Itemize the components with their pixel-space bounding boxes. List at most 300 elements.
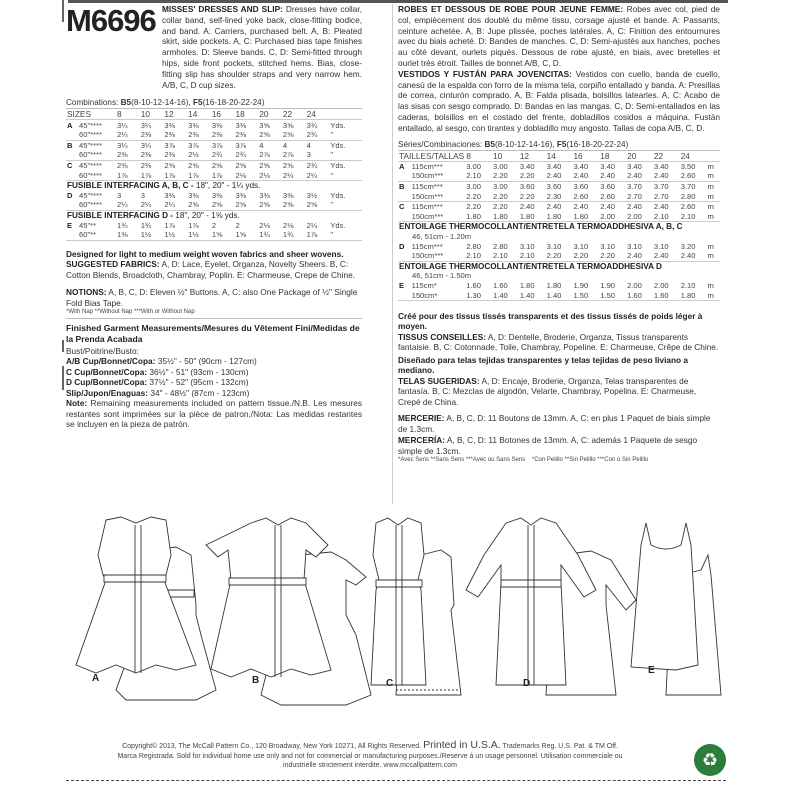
view-letter [398, 290, 411, 300]
cut-edge-mark [62, 0, 64, 22]
unit: m [707, 241, 714, 251]
yardage-value: 3.70 [627, 182, 642, 192]
view-label-b: B [252, 675, 260, 686]
yardage-value: 2.40 [626, 251, 653, 261]
yardage-value: 2⅜ [163, 130, 187, 140]
size: 8 [465, 151, 492, 162]
unit: " [329, 170, 362, 180]
unit: Yds. [330, 140, 346, 150]
view-letter: D [399, 241, 405, 251]
yardage-value: 2.80 [680, 191, 707, 201]
yardage-value: 2¾ [235, 150, 259, 160]
yardage-value: 2.20 [519, 191, 546, 201]
yardage-value: 3⅜ [259, 190, 270, 200]
table-row [66, 200, 362, 210]
yardage-value: 3.00 [466, 161, 481, 171]
f5-sizes: (16-18-20-22-24) [202, 98, 265, 108]
yardage-value: 2⅜ [187, 130, 211, 140]
yardage-value: 2¼ [140, 200, 164, 210]
yardage-value: 3.60 [546, 182, 562, 192]
table-row [398, 181, 720, 191]
notions: NOTIONS: A, B, C, D: Eleven ½" Buttons. A, C: also One Package of ½" Single Fold Bias Tape. [66, 287, 358, 308]
size: 12 [519, 151, 546, 162]
yardage-value: 1.60 [466, 280, 481, 290]
measurement-slip: Slip/Jupon/Enaguas: 34" - 48½" (87cm - 123cm) [66, 387, 250, 398]
english-column [66, 4, 362, 430]
yardage-value: 2.00 [599, 212, 626, 222]
unit: m [707, 202, 714, 212]
yardage-value: 2.20 [492, 171, 519, 181]
yardage-value: 2.10 [465, 251, 492, 261]
table-row [398, 251, 720, 261]
suggested-fabrics-label: SUGGESTED FABRICS: [66, 259, 160, 269]
view-letter [398, 212, 411, 222]
yardage-value: 1⅞ [188, 220, 199, 230]
unit: Yds. [330, 190, 346, 200]
yardage-value: 1.80 [465, 212, 492, 222]
measurement-ab: A/B Cup/Bonnet/Copa: 35½" - 50" (90cm - 127cm) [66, 356, 257, 367]
fabric-width: 150cm*** [411, 251, 466, 261]
yardage-value: 2¼ [163, 200, 187, 210]
suggested-fabrics: A, D: Lace, Eyelet, Organza, Novelty Sheers. B, C: Cotton Blends, Broadcloth, Chambray, Poplin. E: Charmeuse, Crepe de Chine. [66, 259, 356, 280]
yardage-value: 1.80 [546, 280, 562, 290]
fabric-width: 115cm*** [411, 202, 443, 212]
fabric-width: 150cm*** [411, 191, 466, 201]
yardage-value: 1¾ [258, 230, 282, 240]
fabric-width: 150cm* [411, 290, 466, 300]
yardage-value: 3⅜ [188, 120, 199, 130]
yardage-value: 4 [306, 140, 311, 150]
yardage-value: 2.40 [626, 171, 653, 181]
yardage-value: 2.30 [546, 191, 573, 201]
yardage-value: 3.60 [519, 182, 535, 192]
printed-in: Printed in U.S.A. [423, 739, 501, 751]
yardage-value: 2⅞ [258, 150, 282, 160]
yardage-value: 3.10 [573, 241, 589, 251]
b5-code: B5 [120, 98, 132, 108]
yardage-value: 2⅝ [188, 161, 199, 171]
yardage-value: 2⅝ [235, 161, 247, 171]
yardage-value: 3.70 [680, 182, 696, 192]
view-letter: A [67, 120, 73, 130]
view-letter: E [67, 220, 73, 230]
yardage-value: 1.60 [653, 290, 680, 300]
spanish-description: VESTIDOS Y FUSTÁN PARA JOVENCITAS: Vestidos con cuello, banda de cuello, canesú de la espalda con forro de la misma tela, corpiño entallado y banda. A: Presillas de correa, cinturón comprado. A, B: Falda plisada, bolsillos latearles. A, C: Acabo de las sisas con sesgo comprado. D: Bandas en las mangas. C, D: Semi-entallados en las caderas, bolsillos en el costado del frente, dobladillos cosidos a máquina. Fustán entallado, al sesgo, con tirantes y dobladillo muy angosto. Tallas de copa A/B, C, D. [398, 68, 720, 133]
yardage-value: 3¼ [140, 120, 152, 130]
english-description [162, 4, 362, 90]
unit: m [707, 171, 721, 181]
view-label-d: D [523, 678, 531, 689]
metric-combinations: Séries/Combinaciones: B5(8-10-12-14-16), F5(16-18-20-22-24) [398, 140, 720, 151]
yardage-value: 3.60 [573, 182, 589, 192]
yardage-value: 2⅝ [258, 200, 282, 210]
yardage-value: 4 [282, 140, 288, 150]
yardage-value: 2.20 [599, 251, 626, 261]
yardage-value: 2⅛ [282, 220, 294, 230]
view-letter [398, 171, 411, 181]
yardage-value: 2.10 [465, 171, 492, 181]
divider [66, 318, 362, 319]
yardage-value: 2.40 [546, 202, 562, 212]
english-title: MISSES' DRESSES AND SLIP: [162, 4, 283, 14]
fabric-width: 115cm* [411, 280, 437, 290]
yardage-value: 2 [235, 220, 240, 230]
yardage-value: 2.10 [492, 251, 519, 261]
yardage-value: 1⅝ [235, 230, 259, 240]
metric-fusible-d-value: 46, 51cm - 1.50m [412, 271, 472, 281]
yardage-value: 2¾ [306, 161, 318, 171]
top-border [68, 0, 728, 3]
table-row [66, 130, 362, 140]
yardage-value: 2⅜ [140, 161, 152, 171]
technical-drawings [66, 515, 746, 725]
yardage-value: 2.40 [572, 171, 599, 181]
yardage-value: 3⅝ [282, 120, 294, 130]
copyright: Copyright© 2013, The McCall Pattern Co., 120 Broadway, New York 10271, All Rights Reserved. [122, 743, 422, 750]
table-row [398, 281, 720, 291]
nap-footnote: *With Nap **Without Nap ***With or Without Nap [66, 309, 195, 315]
yardage-value: 2⅜ [140, 150, 164, 160]
yardage-value: 2¼ [116, 200, 140, 210]
size: 8 [116, 109, 140, 120]
unit: " [329, 150, 362, 160]
size: 24 [306, 109, 330, 120]
yardage-value: 2⅛ [258, 170, 282, 180]
recycle-icon: ♻ [694, 744, 726, 776]
yardage-value: 2¼ [306, 170, 330, 180]
yardage-value: 2¾ [306, 130, 330, 140]
yardage-value: 3⅞ [164, 140, 175, 150]
metric-sizes-header-row [398, 151, 720, 162]
yardage-value: 1⅞ [140, 170, 164, 180]
sizes-header-row [66, 109, 362, 120]
yardage-value: 2 [211, 220, 217, 230]
fabric-width: 45"**** [79, 190, 102, 200]
yardage-value: 3.40 [653, 161, 669, 171]
fabric-width: 60"**** [78, 150, 116, 160]
yardage-value: 2⅛ [235, 170, 259, 180]
yardage-value: 2.00 [627, 280, 642, 290]
yardage-value: 2.10 [519, 251, 546, 261]
fabric-width: 115cm*** [411, 182, 443, 192]
yardage-value: 2⅜ [140, 130, 164, 140]
yardage-value: 2⅝ [211, 200, 235, 210]
yardage-value: 1.50 [572, 290, 599, 300]
yardage-value: 3.60 [600, 182, 616, 192]
table-row [398, 201, 720, 211]
yardage-value: 2.20 [546, 251, 573, 261]
view-letter: A [399, 161, 405, 171]
size: 20 [258, 109, 282, 120]
spanish-notions: MERCERÍA: A, B, C, D: 11 Botones de 13mm. A, C: además 1 Paquete de sesgo simple de 1.3cm. [398, 435, 698, 456]
yardage-value: 2⅝ [306, 200, 330, 210]
yardage-value: 2½ [187, 150, 211, 160]
table-row [66, 160, 362, 170]
yardage-value: 3⅜ [235, 190, 247, 200]
table-row [398, 191, 720, 201]
unit: " [329, 130, 362, 140]
metric-fusible-d: ENTOILAGE THERMOCOLLANT/ENTRETELA TERMOADDHESIVA D [399, 261, 662, 271]
yardage-value: 2⅛ [259, 220, 270, 230]
yardage-value: 2⅜ [116, 150, 140, 160]
yardage-value: 2⅝ [282, 161, 294, 171]
yardage-value: 1.40 [546, 290, 573, 300]
size: 10 [140, 109, 164, 120]
french-fabrics: Créé pour des tissus tissés transparents et des tissus tissés de poids léger à moyen. TISSUS CONSEILLES: A, D: Dentelle, Broderie, Organza, Tissus transparents fantaisie. B, C: Cotonnade, Toile, Chambray, Popeline. E: Charmeuse, Crêpe de Chine. [398, 310, 719, 353]
size: 18 [599, 151, 626, 162]
yardage-value: 1.80 [680, 290, 707, 300]
yardage-value: 1.90 [573, 280, 589, 290]
yardage-table-imperial [66, 109, 362, 240]
combinations-label: Combinations: [66, 98, 119, 108]
yardage-value: 2.40 [599, 171, 626, 181]
yardage-value: 2.60 [680, 202, 696, 212]
view-label-c: C [386, 678, 394, 689]
yardage-value: 2⅞ [282, 150, 306, 160]
column-divider [392, 4, 393, 504]
table-row [398, 290, 720, 300]
table-row [398, 161, 720, 171]
yardage-value: 2⅝ [235, 200, 259, 210]
unit: m [707, 212, 721, 222]
view-letter [66, 200, 78, 210]
cut-edge-mark [62, 366, 64, 390]
size: 20 [626, 151, 653, 162]
yardage-value: 3 [306, 150, 330, 160]
fabric-width: 45"**** [79, 120, 102, 130]
yardage-value: 2.80 [466, 241, 481, 251]
view-letter [398, 191, 411, 201]
metric-fusible-abc: ENTOILAGE THERMOCOLLANT/ENTRETELA TERMOADDHESIVA A, B, C [399, 222, 683, 232]
french-description: ROBES ET DESSOUS DE ROBE POUR JEUNE FEMME: Robes avec col, pied de col, empiècement dos doublé du même tissu, corsage ajusté et bande. A: Passants, ceinture achetée. A, B: Jupe plissée, poches latérales. A, C: Finition des entournures avec du biais acheté. D: Bandes de manches. C, D: Semi-ajustés aux hanches, poches au côté devant, ourlets piqués. Dessous de robe ajusté, en biais, avec bretelles et ourlet très étroit. Tailles de bonnet A/B, C, D. [398, 4, 720, 68]
yardage-value: 3.10 [653, 241, 669, 251]
yardage-value: 3.40 [600, 161, 616, 171]
unit: Yds. [330, 220, 346, 230]
yardage-value: 2⅝ [282, 200, 306, 210]
fusible-interfacing-d: FUSIBLE INTERFACING D - 18", 20" - 1⅝ yds. [67, 211, 240, 221]
yardage-value: 3.10 [600, 241, 616, 251]
yardage-value: 1.60 [626, 290, 653, 300]
yardage-value: 1.80 [572, 212, 599, 222]
fabric-width: 150cm*** [411, 171, 466, 181]
english-description-text: Dresses have collar, collar band, self-lined yoke back, close-fitting bodice, and band. A: Carriers, purchased belt. A, B: Pleated skirt, side pockets. A, C: Purchased bias tape finishes armholes. D: Sleeve bands. C, D: Semi-fitted through hips, side front pockets, stitched hems. Bias, close-fitting slip has shoulder straps and very narrow hem. A/B, C, D cup sizes. [162, 4, 362, 90]
yardage-value: 3.70 [653, 182, 669, 192]
view-letter: B [67, 140, 73, 150]
view-label-a: A [92, 673, 100, 684]
size: 16 [211, 109, 235, 120]
cut-edge-mark [62, 340, 64, 352]
yardage-value: 2⅝ [211, 161, 223, 171]
yardage-value: 2.60 [680, 171, 707, 181]
yardage-value: 1.40 [492, 290, 519, 300]
yardage-value: 2⅝ [282, 130, 306, 140]
yardage-value: 2.40 [573, 202, 589, 212]
yardage-value: 2.40 [653, 251, 680, 261]
yardage-value: 3.00 [493, 182, 508, 192]
yardage-value: 2¼ [306, 220, 318, 230]
view-letter [66, 150, 78, 160]
yardage-value: 3⅝ [259, 120, 270, 130]
yardage-value: 3.50 [680, 161, 696, 171]
yardage-value: 2.00 [626, 212, 653, 222]
yardage-value: 1⅞ [164, 220, 175, 230]
fabric-width: 150cm*** [411, 212, 466, 222]
yardage-value: 1.30 [465, 290, 492, 300]
yardage-value: 1⅞ [211, 170, 235, 180]
yardage-value: 2.40 [680, 251, 707, 261]
yardage-value: 2.80 [493, 241, 508, 251]
yardage-value: 3.40 [573, 161, 589, 171]
table-row [66, 220, 362, 230]
view-e-front [631, 523, 698, 670]
yardage-value: 3 [117, 190, 122, 200]
size: 10 [492, 151, 519, 162]
yardage-value: 3.40 [546, 161, 562, 171]
view-letter: C [399, 202, 405, 212]
view-label-e: E [648, 665, 655, 676]
fabric-width: 60"**** [78, 170, 116, 180]
yardage-value: 1⅞ [187, 170, 211, 180]
yardage-value: 1½ [187, 230, 211, 240]
yardage-value: 1⅞ [306, 230, 330, 240]
yardage-value: 2.20 [465, 191, 492, 201]
unit: m [707, 251, 721, 261]
measurement-c: C Cup/Bonnet/Copa: 36½" - 51" (93cm - 130cm) [66, 366, 249, 377]
yardage-value: 3.40 [627, 161, 642, 171]
fabric-width: 60"**** [78, 200, 116, 210]
table-row [66, 150, 362, 160]
pattern-number: M6696 [66, 3, 156, 38]
yardage-value: 2¼ [282, 170, 306, 180]
metric-sizes-header: TAILLES/TALLAS [399, 150, 465, 161]
yardage-value: 3½ [306, 190, 318, 200]
measurement-note: Note: Remaining measurements included on pattern tissue./N.B. Les mesures restantes sont imprimées sur la pièce de patron./Nota: Las medidas restantes se incluyen en la pieza de patrón. [66, 398, 362, 430]
yardage-value: 1.90 [600, 280, 616, 290]
table-row [66, 191, 362, 201]
yardage-value: 1.80 [492, 212, 519, 222]
fabric-width: 60"**** [78, 130, 116, 140]
yardage-value: 1.50 [599, 290, 626, 300]
yardage-value: 3.00 [466, 182, 481, 192]
yardage-value: 3¼ [117, 140, 128, 150]
yardage-value: 1⅜ [116, 230, 140, 240]
table-row [398, 171, 720, 181]
yardage-value: 1½ [163, 230, 187, 240]
fabric-width: 115cm*** [411, 241, 443, 251]
combinations [66, 98, 362, 109]
yardage-value: 3.10 [546, 241, 562, 251]
unit: Yds. [330, 161, 346, 171]
yardage-value: 3.40 [519, 161, 535, 171]
yardage-value: 1.80 [519, 280, 535, 290]
view-letter: D [67, 190, 73, 200]
yardage-value: 3⅜ [164, 120, 175, 130]
unit: m [707, 191, 721, 201]
b5-sizes: (8-10-12-14-16), [131, 98, 191, 108]
view-letter [66, 170, 78, 180]
yardage-value: 2.10 [680, 212, 707, 222]
table-row [398, 212, 720, 222]
unit: " [329, 230, 362, 240]
yardage-value: 1⅝ [211, 230, 235, 240]
measurements-list [66, 346, 362, 430]
yardage-value: 2¾ [211, 150, 235, 160]
table-row [66, 140, 362, 150]
size: 16 [572, 151, 599, 162]
yardage-value: 2.70 [626, 191, 653, 201]
yardage-value: 1.80 [519, 212, 546, 222]
measurements-title: Finished Garment Measurements/Mesures du Vêtement Fini/Medidas de la Prenda Acabada [66, 323, 360, 344]
sizes-header: SIZES [66, 109, 116, 120]
size: 12 [163, 109, 187, 120]
yardage-value: 3.20 [680, 241, 696, 251]
footer [70, 741, 670, 771]
yardage-value: 2.10 [680, 280, 696, 290]
view-letter [398, 251, 411, 261]
yardage-value: 2.20 [466, 202, 481, 212]
usage-notice: Marca Registrada. Sold for individual home use only and not for commercial or manufacturing purposes./Reserve à un usage personnel. Utilisation commerciale ou [117, 752, 623, 760]
size: 22 [282, 109, 306, 120]
size: 14 [187, 109, 211, 120]
yardage-value: 2¼ [116, 130, 140, 140]
yardage-value: 2⅝ [259, 161, 270, 171]
view-c-front [371, 518, 426, 685]
measurement-d: D Cup/Bonnet/Copa: 37½" - 52" (95cm - 132cm) [66, 377, 249, 388]
metric-fusible-abc-value: 46, 51cm - 1.20m [412, 232, 472, 242]
yardage-value: 3⅜ [164, 190, 175, 200]
yardage-value: 3⅞ [211, 140, 223, 150]
yardage-table-metric [398, 151, 720, 301]
yardage-value: 3¼ [117, 120, 128, 130]
yardage-value: 3⅜ [188, 190, 199, 200]
spanish-fabrics: Diseñado para telas tejidas transparentes y telas tejidas de peso liviano a mediano. TELAS SUGERIDAS: A, D: Encaje, Broderie, Organza, Telas transparentes de fantasía. B, C: Mezclas de algodón, Velarte, Chambray, Popelina. E: Charmeuse, Crepé de China. [398, 354, 697, 407]
yardage-value: 3.10 [627, 241, 642, 251]
yardage-value: 2.20 [519, 171, 546, 181]
yardage-value: 3⅜ [235, 120, 247, 130]
table-row [66, 170, 362, 180]
yardage-value: 2.40 [627, 202, 642, 212]
yardage-value: 2.40 [653, 171, 680, 181]
yardage-value: 2.60 [572, 191, 599, 201]
yardage-value: 3⅜ [211, 120, 223, 130]
unit: " [329, 200, 362, 210]
french-notions: MERCERIE: A, B, C, D: 11 Boutons de 13mm. A, C: en plus 1 Paquet de biais simple de 1.3cm. [398, 413, 711, 434]
yardage-value: 2⅝ [187, 200, 211, 210]
usage-notice-cont: industrielle strictement interdite. www.mccallpattern.com [283, 762, 457, 769]
yardage-value: 2.40 [546, 171, 573, 181]
unit: m [707, 182, 714, 192]
size: 18 [235, 109, 259, 120]
size: 24 [680, 151, 707, 162]
yardage-value: 3⅜ [211, 190, 223, 200]
view-letter: C [67, 161, 73, 171]
fusible-interfacing-abc: FUSIBLE INTERFACING A, B, C - 18", 20" - 1¼ yds. [67, 181, 261, 191]
size: 22 [653, 151, 680, 162]
yardage-value: 3⅞ [235, 140, 247, 150]
table-row [66, 120, 362, 130]
view-letter: B [399, 182, 405, 192]
yardage-value: 3.10 [519, 241, 535, 251]
size: 14 [546, 151, 573, 162]
nap-footnote-fr-es: *Avec Sens **Sans Sens ***Avec ou Sans Sens *Con Pelillo **Sin Pelillo ***Con o Sin Pelillo [398, 457, 649, 464]
yardage-value: 2.70 [653, 191, 680, 201]
yardage-value: 1¾ [117, 220, 128, 230]
yardage-value: 1⅞ [116, 170, 140, 180]
cut-line [66, 780, 726, 781]
yardage-value: 2.20 [493, 202, 508, 212]
garment-illustrations [66, 515, 746, 725]
view-letter [66, 130, 78, 140]
